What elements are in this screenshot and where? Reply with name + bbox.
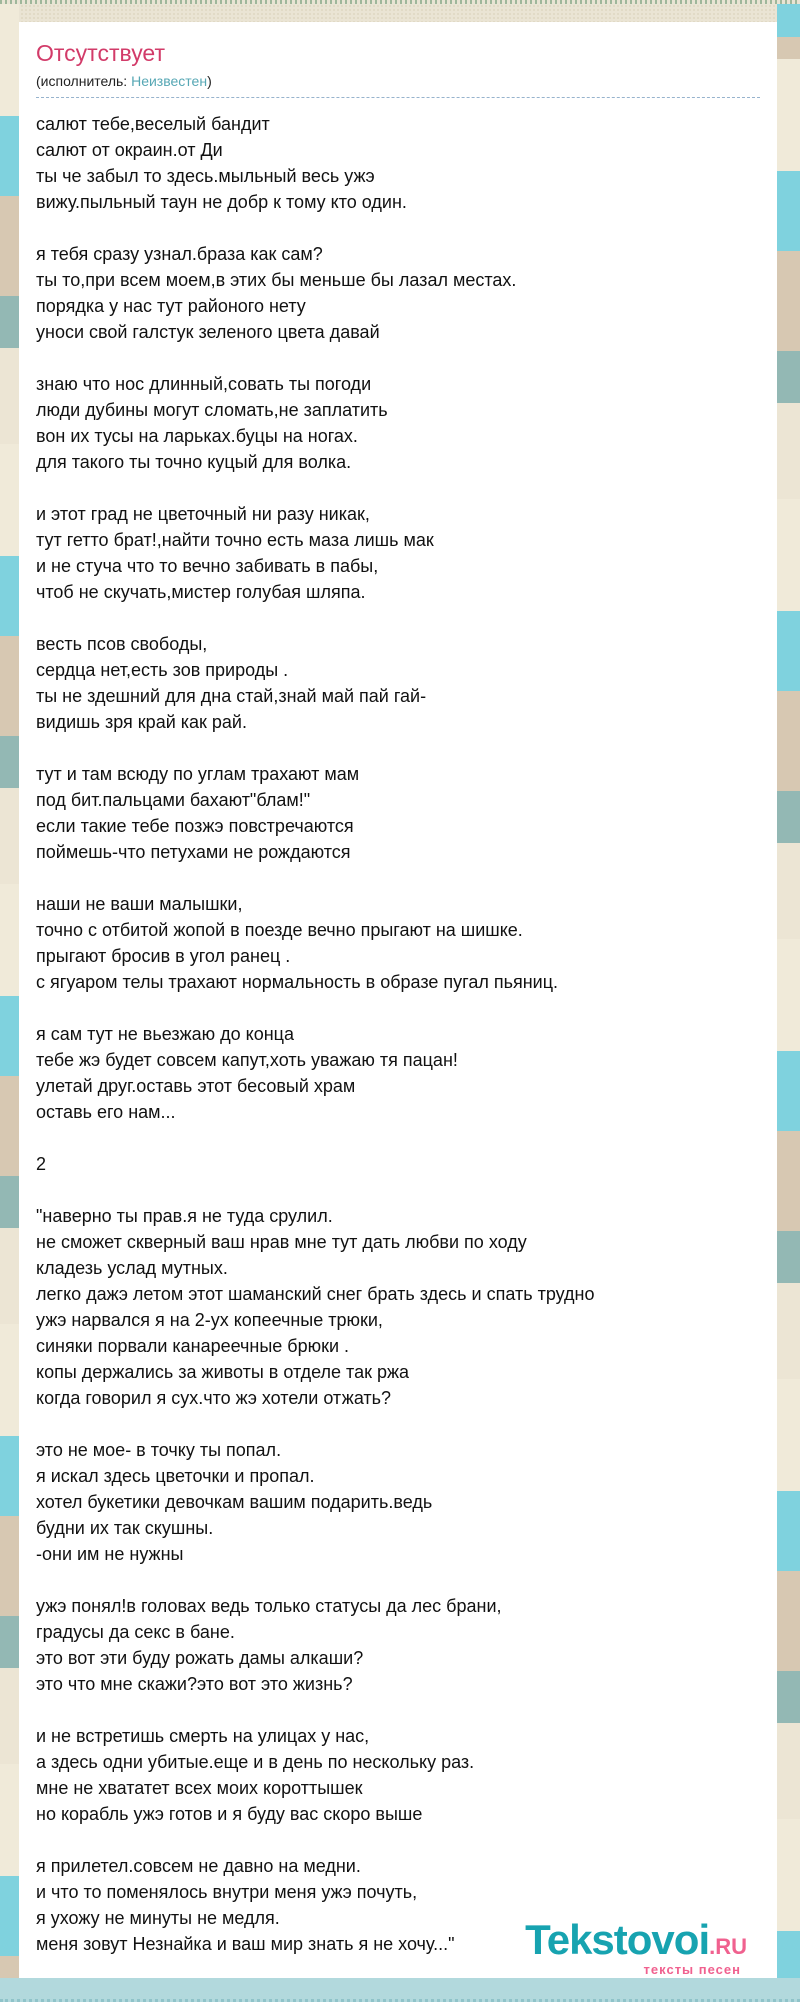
bottom-bar (0, 1978, 800, 2002)
lyrics-line: оставь его нам... (36, 1102, 176, 1122)
lyrics-line: 2 (36, 1154, 47, 1174)
stanza (36, 501, 760, 605)
lyrics-line: ужэ понял!в головах ведь только статусы да лес брани, (36, 1596, 502, 1616)
lyrics-line: это вот эти буду рожать дамы алкаши? (36, 1648, 364, 1668)
lyrics-line: не сможет скверный ваш нрав мне тут дать любви по ходу (36, 1232, 527, 1252)
tekstovoi-logo[interactable] (525, 1916, 747, 1977)
stanza (36, 631, 760, 735)
lyrics-line: будни их так скушны. (36, 1518, 214, 1538)
lyrics-line: поймешь-что петухами не рождаются (36, 842, 351, 862)
stanza (36, 1203, 760, 1411)
lyrics-line: но корабль ужэ готов и я буду вас скоро выше (36, 1804, 423, 1824)
lyrics-line: градусы да секс в бане. (36, 1622, 235, 1642)
lyrics-line: чтоб не скучать,мистер голубая шляпа. (36, 582, 366, 602)
lyrics-line: вон их тусы на ларьках.буцы на ногах. (36, 426, 358, 446)
content-card (19, 22, 777, 1978)
lyrics-line: порядка у нас тут районого нету (36, 296, 306, 316)
lyrics-line: вижу.пыльный таун не добр к тому кто один. (36, 192, 407, 212)
lyrics-line: тебе жэ будет совсем капут,хоть уважаю тя пацан! (36, 1050, 458, 1070)
lyrics-line: видишь зря край как рай. (36, 712, 247, 732)
top-dotted-border (0, 0, 800, 4)
left-stripe-border (0, 4, 19, 1978)
lyrics-line: легко дажэ летом этот шаманский снег брать здесь и спать трудно (36, 1284, 595, 1304)
artist-link[interactable]: Неизвестен (131, 73, 208, 89)
lyrics-line: под бит.пальцами бахают"блам!" (36, 790, 311, 810)
lyrics-line: ты то,при всем моем,в этих бы меньше бы лазал местах. (36, 270, 517, 290)
stanza (36, 1021, 760, 1125)
lyrics-line: и не стуча что то вечно забивать в пабы, (36, 556, 379, 576)
logo-tagline: тексты песен (643, 1962, 741, 1977)
lyrics-line: я тебя сразу узнал.браза как сам? (36, 244, 323, 264)
stanza (36, 1151, 760, 1177)
song-title-link[interactable]: Отсутствует (36, 40, 165, 66)
lyrics-line: это не мое- в точку ты попал. (36, 1440, 282, 1460)
lyrics-line: а здесь одни убитые.еще и в день по нескольку раз. (36, 1752, 475, 1772)
lyrics-line: для такого ты точно куцый для волка. (36, 452, 352, 472)
right-stripe-border (777, 4, 800, 1978)
lyrics-line: копы держались за животы в отделе так ржа (36, 1362, 410, 1382)
stanza (36, 371, 760, 475)
artist-label: (исполнитель: (36, 73, 128, 89)
lyrics-line: прыгают бросив в угол ранец . (36, 946, 291, 966)
stanza (36, 111, 760, 215)
lyrics-line: салют от окраин.от Ди (36, 140, 223, 160)
lyrics-line: это что мне скажи?это вот это жизнь? (36, 1674, 353, 1694)
stanza (36, 1437, 760, 1567)
stanza (36, 761, 760, 865)
lyrics-line: тут гетто брат!,найти точно есть маза лишь мак (36, 530, 434, 550)
artist-line (36, 72, 760, 98)
artist-close-paren: ) (207, 73, 212, 89)
stanza (36, 891, 760, 995)
stanza (36, 241, 760, 345)
lyrics-line: "наверно ты прав.я не туда срулил. (36, 1206, 333, 1226)
lyrics-line: и что то поменялось внутри меня ужэ почуть, (36, 1882, 418, 1902)
lyrics-line: когда говорил я сух.что жэ хотели отжать? (36, 1388, 392, 1408)
lyrics-line: я искал здесь цветочки и пропал. (36, 1466, 315, 1486)
lyrics-line: я сам тут не вьезжаю до конца (36, 1024, 295, 1044)
lyrics-line: и этот град не цветочный ни разу никак, (36, 504, 370, 524)
lyrics-line: наши не ваши малышки, (36, 894, 243, 914)
lyrics-line: тут и там всюду по углам трахают мам (36, 764, 360, 784)
lyrics-line: я ухожу не минуты не медля. (36, 1908, 280, 1928)
logo-wordmark (525, 1916, 747, 1963)
lyrics-line: ты че забыл то здесь.мыльный весь ужэ (36, 166, 375, 186)
lyrics-line: меня зовут Незнайка и ваш мир знать я не хочу..." (36, 1934, 455, 1954)
lyrics (36, 111, 760, 1957)
lyrics-line: знаю что нос длинный,совать ты погоди (36, 374, 372, 394)
lyrics-line: -они им не нужны (36, 1544, 184, 1564)
stanza (36, 1723, 760, 1827)
lyrics-line: и не встретишь смерть на улицах у нас, (36, 1726, 370, 1746)
lyrics-line: весть псов свободы, (36, 634, 208, 654)
lyrics-line: хотел букетики девочкам вашим подарить.ведь (36, 1492, 433, 1512)
stanza (36, 1593, 760, 1697)
lyrics-line: уноси свой галстук зеленого цвета давай (36, 322, 380, 342)
lyrics-line: синяки порвали канареечные брюки . (36, 1336, 350, 1356)
lyrics-line: сердца нет,есть зов природы . (36, 660, 289, 680)
logo-domain: .RU (709, 1934, 747, 1959)
lyrics-line: ты не здешний для дна стай,знай май пай гай- (36, 686, 427, 706)
lyrics-line: люди дубины могут сломать,не заплатить (36, 400, 388, 420)
logo-brand: Tekstovoi (525, 1916, 710, 1963)
lyrics-line: если такие тебе позжэ повстречаются (36, 816, 354, 836)
lyrics-line: улетай друг.оставь этот бесовый храм (36, 1076, 356, 1096)
lyrics-line: точно с отбитой жопой в поезде вечно прыгают на шишке. (36, 920, 523, 940)
lyrics-line: ужэ нарвался я на 2-ух копеечные трюки, (36, 1310, 383, 1330)
lyrics-line: я прилетел.совсем не давно на медни. (36, 1856, 361, 1876)
lyrics-line: мне не хвататет всех моих короттышек (36, 1778, 363, 1798)
lyrics-line: с ягуаром телы трахают нормальность в образе пугал пьяниц. (36, 972, 559, 992)
lyrics-line: кладезь услад мутных. (36, 1258, 228, 1278)
lyrics-line: салют тебе,веселый бандит (36, 114, 270, 134)
